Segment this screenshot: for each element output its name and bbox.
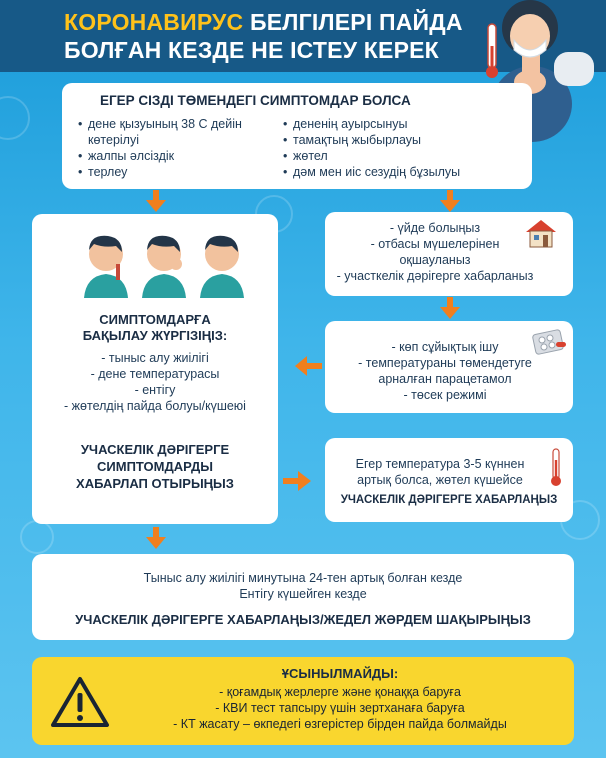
arrow-down-icon [145,190,167,214]
list-item: - төсек режимі [403,388,487,402]
emergency-text [32,570,574,602]
fever-call-doctor: УЧАСКЕЛІК ДӘРІГЕРГЕ ХАБАРЛАҢЫЗ [340,494,558,506]
list-item: - отбасы мүшелерінен [370,237,500,251]
list-item: • жалпы әлсіздік [78,148,268,164]
fever-line: Егер температура 3-5 күннен [355,457,525,471]
list-item: - жөтелдің пайда болуы/күшеюі [64,399,246,413]
emergency-line: Ентігу күшейген кезде [239,587,367,601]
list-item: оқшауланыз [399,253,471,267]
list-item: - КТ жасату – өкпедегі өзгерістер бірден пайда болмайды [173,717,507,731]
symptoms-list-left [78,116,268,180]
monitor-list [40,350,270,414]
report-line: ХАБАРЛАП ОТЫРЫҢЫЗ [76,476,234,491]
list-item: - үйде болыңыз [389,221,481,235]
page-title-line2: БОЛҒАН КЕЗДЕ НЕ ІСТЕУ КЕРЕК [64,37,439,63]
fever-text [330,456,550,488]
arrow-down-icon [439,190,461,214]
house-icon [524,218,558,248]
title-accent: КОРОНАВИРУС [64,9,244,35]
monitor-heading-line: БАҚЫЛАУ ЖҮРГІЗІҢІЗ: [82,328,228,343]
list-item: - тыныс алу жиілігі [101,351,209,365]
list-item: • жөтел [283,148,513,164]
list-item: - дене температурасы [90,367,220,381]
monitor-heading [40,312,270,344]
virus-decoration-icon [20,520,54,554]
list-item: - көп сұйықтық ішу [391,340,499,354]
symptoms-heading: ЕГЕР СІЗДІ ТӨМЕНДЕГІ СИМПТОМДАР БОЛСА [100,93,411,108]
warning-icon [50,676,110,728]
treatment-list [330,339,560,403]
warning-heading: ҰСЫНЫЛМАЙДЫ: [281,666,399,681]
list-item: • дененің ауырсынуы [283,116,513,132]
list-item: • тамақтың жыбырлауы [283,132,513,148]
report-line: СИМПТОМДАРДЫ [97,459,213,474]
report-symptoms-text [40,441,270,492]
thermometer-icon [482,22,502,80]
list-item: - температураны төмендетуге [358,356,532,370]
list-item: - участкелік дәрігерге хабарланыз [336,269,534,283]
list-item: - КВИ тест тапсыру үшін зертханаға баруға [215,701,465,715]
stay-home-list [325,220,545,284]
list-item: • дәм мен иіс сезудің бұзылуы [283,164,513,180]
thermometer-icon [548,448,564,488]
virus-decoration-icon [0,96,30,140]
list-item: арналған парацетамол [378,372,512,386]
coughing-people-illustration [80,228,250,298]
list-item: • дене қызуының 38 С дейін көтерілуі [78,116,268,148]
report-line: УЧАСКЕЛІК ДӘРІГЕРГЕ [80,442,230,457]
list-item: - қоғамдық жерлерге және қонаққа баруға [219,685,461,699]
fever-line: артық болса, жөтел күшейсе [357,473,523,487]
warning-list [120,684,560,732]
emergency-call: УЧАСКЕЛІК ДӘРІГЕРГЕ ХАБАРЛАҢЫЗ/ЖЕДЕЛ ЖӘРДЕМ ШАҚЫРЫҢЫЗ [75,612,531,627]
list-item: • терлеу [78,164,268,180]
symptoms-list-right [283,116,513,180]
arrow-down-icon [145,527,167,551]
arrow-right-icon [281,470,313,492]
arrow-down-icon [439,297,461,321]
emergency-line: Тыныс алу жиілігі минутына 24-тен артық болған кезде [143,571,463,585]
list-item: - ентігу [134,383,176,397]
monitor-heading-line: СИМПТОМДАРҒА [99,312,211,327]
pills-icon [532,328,568,358]
arrow-left-icon [294,355,324,377]
page-title-line1 [64,8,463,36]
title-rest: БЕЛГІЛЕРІ ПАЙДА [243,9,463,35]
